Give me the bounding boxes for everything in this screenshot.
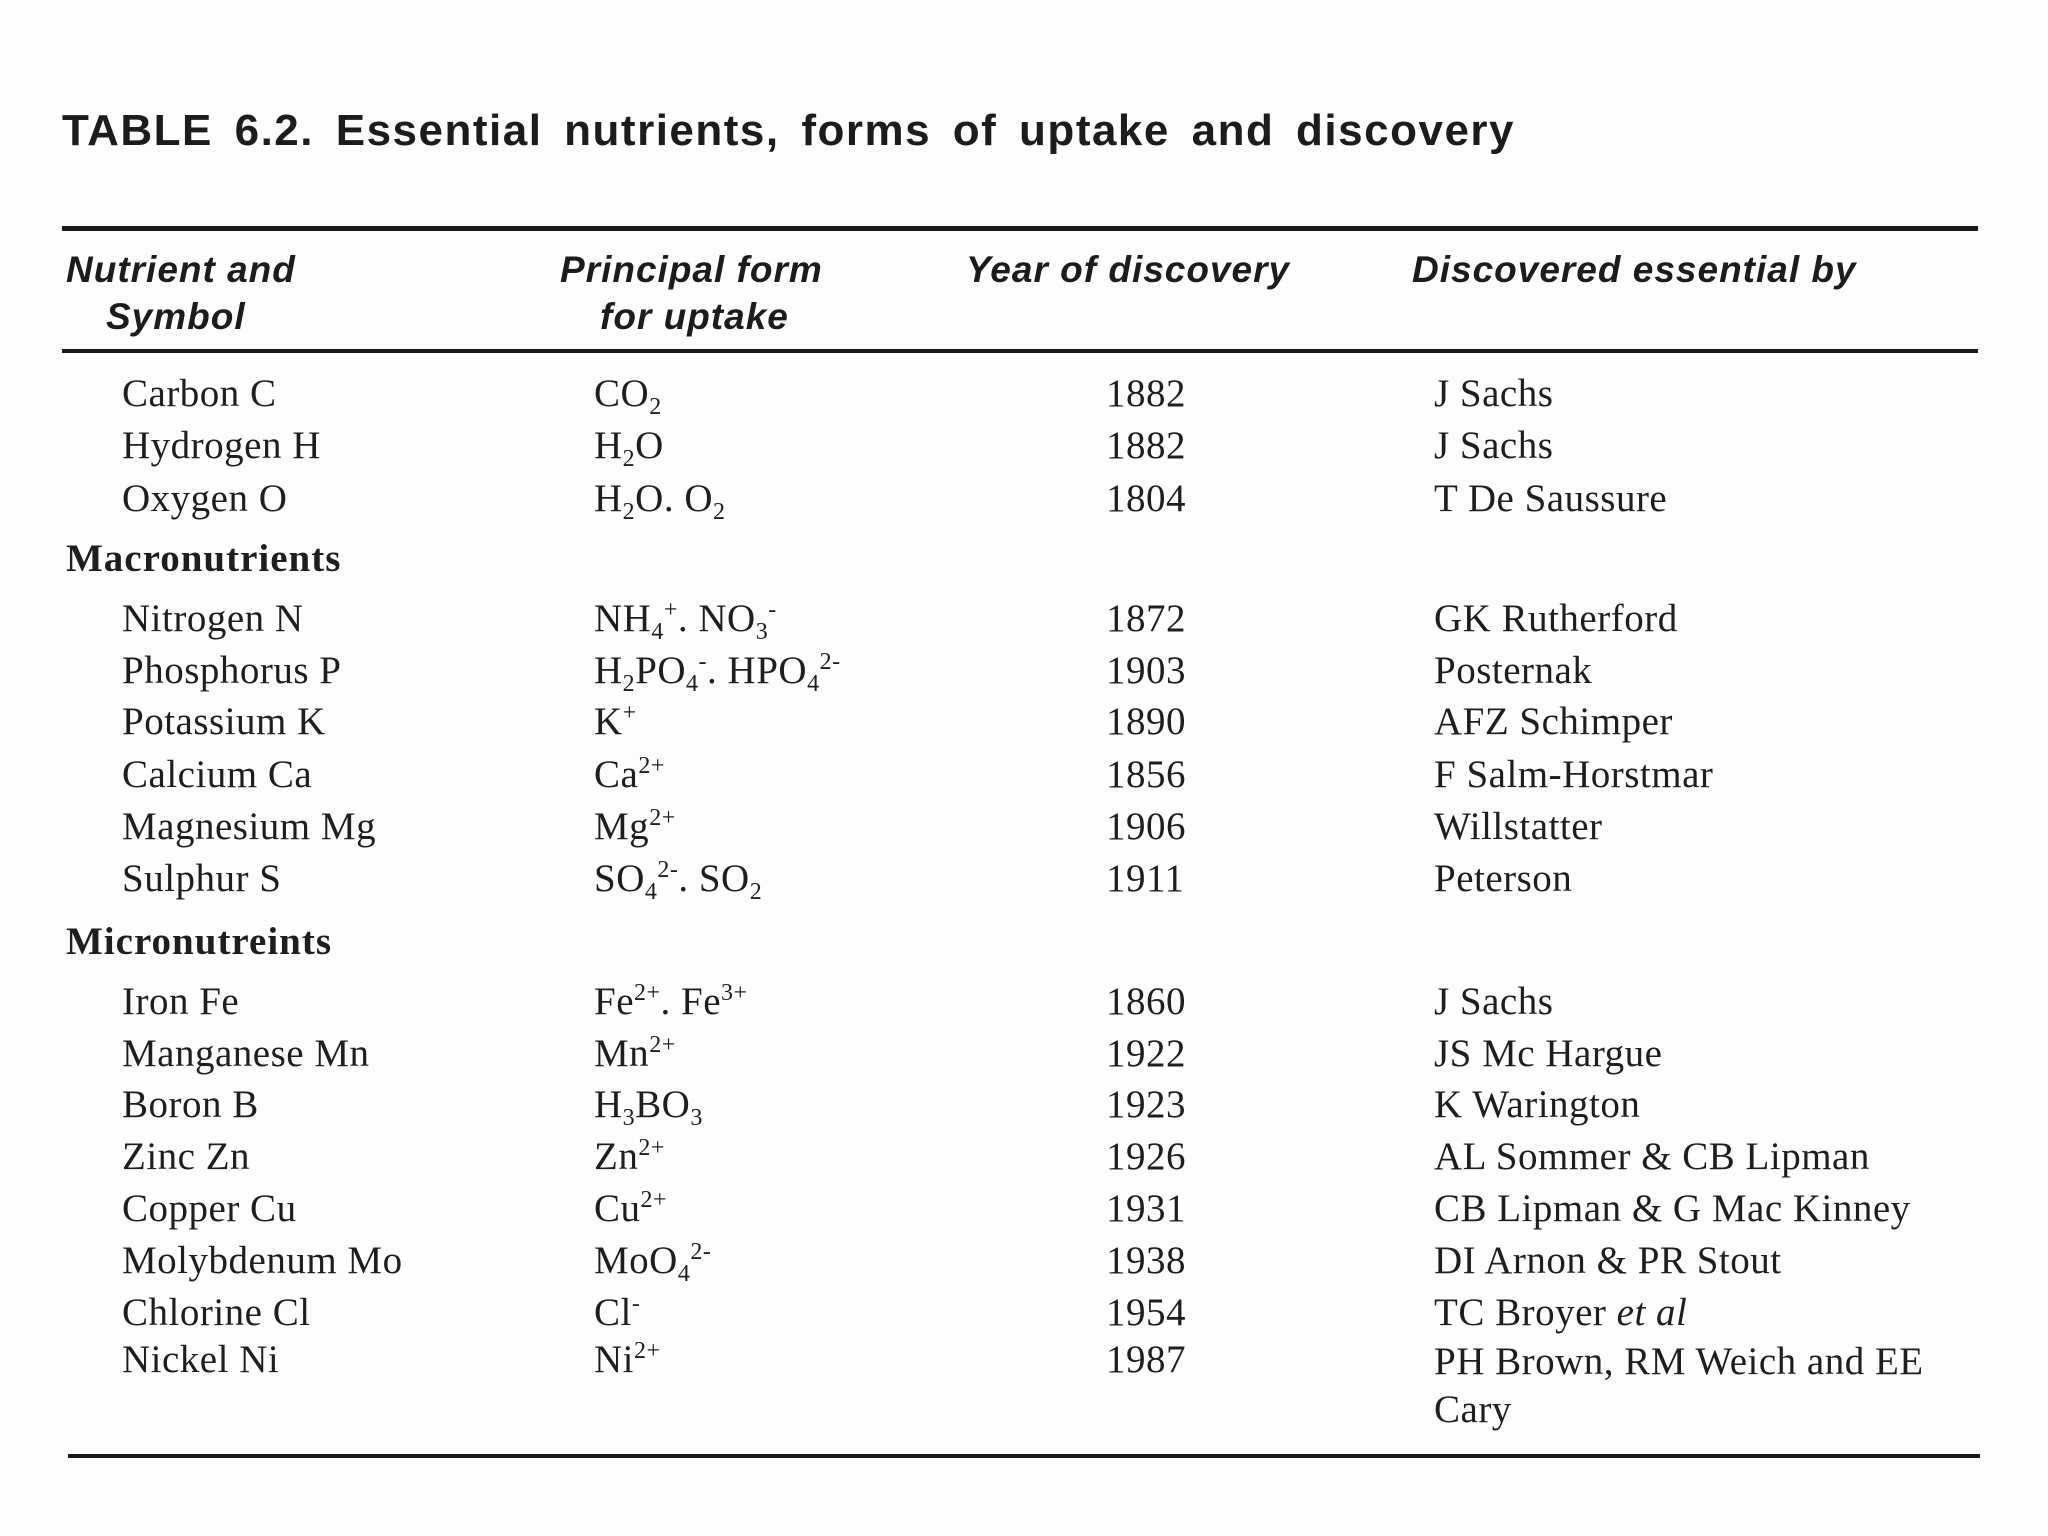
formula-part: O. O bbox=[635, 477, 714, 520]
discoverer-name: Peterson bbox=[1434, 857, 1573, 900]
formula-part: + bbox=[663, 597, 678, 623]
formula-part: 3+ bbox=[721, 980, 748, 1006]
discovered-by bbox=[1434, 649, 1592, 693]
nutrient-name: Magnesium Mg bbox=[122, 805, 377, 848]
formula-part: NH bbox=[594, 597, 652, 640]
discoverer-name: K Warington bbox=[1434, 1083, 1641, 1126]
formula-part: Cl bbox=[594, 1291, 632, 1334]
formula-part: MoO bbox=[594, 1239, 678, 1282]
formula-part: SO bbox=[594, 857, 645, 900]
formula-part: 3 bbox=[622, 1105, 636, 1131]
formula-part: 2+ bbox=[640, 1187, 668, 1213]
header-nutrient-line1: Nutrient and bbox=[66, 249, 296, 290]
header-form-line2: for uptake bbox=[600, 296, 789, 337]
formula-part: 2- bbox=[819, 649, 841, 675]
nutrient-name: Nickel Ni bbox=[122, 1338, 280, 1381]
formula-part: - bbox=[698, 649, 708, 675]
discovered-by bbox=[1434, 477, 1667, 521]
formula-part: H bbox=[594, 649, 623, 692]
discovery-year: 1911 bbox=[1106, 857, 1185, 900]
nutrient-name: Nitrogen N bbox=[122, 597, 304, 640]
formula-part: Mg bbox=[594, 805, 650, 848]
formula-part: 2+ bbox=[638, 1135, 665, 1161]
formula-part: O bbox=[635, 424, 664, 467]
formula-part: - bbox=[631, 1291, 641, 1317]
formula-part: Mn bbox=[594, 1032, 650, 1075]
discovery-year: 1860 bbox=[1106, 980, 1186, 1023]
section-heading-macronutrients: Macronutrients bbox=[66, 537, 342, 580]
uptake-form bbox=[594, 980, 748, 1024]
formula-part: 2- bbox=[690, 1239, 712, 1265]
formula-part: - bbox=[768, 597, 777, 623]
formula-part: . NO bbox=[677, 597, 756, 640]
formula-part: 3 bbox=[755, 619, 769, 645]
formula-part: + bbox=[622, 700, 637, 726]
uptake-form bbox=[594, 649, 841, 697]
table-title: TABLE 6.2. Essential nutrients, forms of uptake and discovery bbox=[62, 106, 1516, 155]
formula-part: H bbox=[594, 477, 623, 520]
uptake-form bbox=[594, 857, 763, 905]
nutrient-name: Carbon C bbox=[122, 372, 277, 415]
formula-part: K bbox=[594, 700, 623, 743]
nutrient-name: Oxygen O bbox=[122, 477, 288, 520]
discoverer-name: CB Lipman & G Mac Kinney bbox=[1434, 1187, 1911, 1230]
discoverer-name: J Sachs bbox=[1434, 372, 1554, 415]
formula-part: . Fe bbox=[660, 980, 722, 1023]
nutrient-name: Potassium K bbox=[122, 700, 326, 743]
discoverer-name: GK Rutherford bbox=[1434, 597, 1678, 640]
discovered-by bbox=[1434, 1135, 1870, 1179]
discovery-year: 1856 bbox=[1106, 753, 1186, 796]
discovered-by bbox=[1434, 372, 1553, 416]
discovery-year: 1804 bbox=[1106, 477, 1186, 520]
nutrient-name: Copper Cu bbox=[122, 1187, 297, 1230]
formula-part: 2 bbox=[622, 499, 636, 525]
uptake-form bbox=[594, 1083, 703, 1131]
formula-part: 2+ bbox=[634, 980, 661, 1006]
discoverer-name: TC Broyer bbox=[1434, 1291, 1607, 1334]
discovery-year: 1926 bbox=[1106, 1135, 1186, 1178]
header-nutrient-line2: Symbol bbox=[106, 296, 246, 337]
formula-part: 2+ bbox=[634, 1338, 661, 1364]
uptake-form bbox=[594, 1135, 665, 1179]
discovery-year: 1882 bbox=[1106, 372, 1186, 415]
formula-part: . HPO bbox=[707, 649, 808, 692]
formula-part: 2- bbox=[657, 857, 679, 883]
discoverer-name: Willstatter bbox=[1434, 805, 1603, 848]
bottom-rule bbox=[68, 1454, 1980, 1458]
section-heading-micronutrients: Micronutreints bbox=[66, 920, 333, 963]
nutrient-name: Zinc Zn bbox=[122, 1135, 251, 1178]
discovered-by bbox=[1434, 424, 1553, 468]
discovered-by bbox=[1434, 700, 1673, 744]
formula-part: 4 bbox=[807, 671, 820, 697]
nutrient-name: Iron Fe bbox=[122, 980, 240, 1023]
formula-part: BO bbox=[635, 1083, 691, 1126]
uptake-form bbox=[594, 753, 665, 797]
uptake-form bbox=[594, 700, 637, 744]
discovery-year: 1938 bbox=[1106, 1239, 1186, 1282]
uptake-form bbox=[594, 1187, 667, 1231]
discoverer-name: DI Arnon & PR Stout bbox=[1434, 1239, 1782, 1282]
uptake-form bbox=[594, 1338, 661, 1382]
discovered-by bbox=[1434, 1032, 1662, 1076]
discovered-by bbox=[1434, 1239, 1782, 1283]
discovery-year: 1872 bbox=[1106, 597, 1186, 640]
discovery-year: 1903 bbox=[1106, 649, 1186, 692]
discovery-year: 1931 bbox=[1106, 1187, 1186, 1230]
discovered-by bbox=[1434, 1291, 1687, 1335]
discovery-year: 1922 bbox=[1106, 1032, 1186, 1075]
formula-part: 4 bbox=[677, 1261, 691, 1287]
formula-part: 2+ bbox=[649, 1032, 676, 1058]
nutrient-name: Sulphur S bbox=[122, 857, 282, 900]
uptake-form bbox=[594, 477, 726, 525]
formula-part: PO bbox=[635, 649, 687, 692]
formula-part: Ni bbox=[594, 1338, 634, 1381]
discoverer-name: JS Mc Hargue bbox=[1434, 1032, 1663, 1075]
formula-part: 2 bbox=[622, 671, 636, 697]
uptake-form bbox=[594, 424, 664, 472]
discoverer-name: J Sachs bbox=[1434, 980, 1554, 1023]
discovered-by bbox=[1434, 597, 1678, 641]
discovered-by bbox=[1434, 857, 1572, 901]
discoverer-et-al: et al bbox=[1616, 1291, 1688, 1334]
discoverer-name: Posternak bbox=[1434, 649, 1593, 692]
discovery-year: 1954 bbox=[1106, 1291, 1186, 1334]
discovery-year: 1890 bbox=[1106, 700, 1186, 743]
uptake-form bbox=[594, 1032, 676, 1076]
header-form-line1: Principal form bbox=[560, 249, 823, 290]
uptake-form bbox=[594, 1291, 640, 1335]
formula-part: 2 bbox=[649, 394, 662, 420]
discoverer-name: F Salm-Horstmar bbox=[1434, 753, 1714, 796]
discovered-by bbox=[1434, 1187, 1911, 1231]
formula-part: 3 bbox=[690, 1105, 703, 1131]
discoverer-name: PH Brown, RM Weich and EE Cary bbox=[1434, 1340, 1924, 1431]
discovered-by bbox=[1434, 980, 1553, 1024]
formula-part: 2 bbox=[713, 499, 726, 525]
uptake-form bbox=[594, 597, 777, 645]
header-discovered-by: Discovered essential by bbox=[1412, 249, 1857, 290]
discovery-year: 1882 bbox=[1106, 424, 1186, 467]
discoverer-name: T De Saussure bbox=[1434, 477, 1668, 520]
formula-part: H bbox=[594, 424, 623, 467]
uptake-form bbox=[594, 805, 676, 849]
discovered-by bbox=[1434, 805, 1603, 849]
nutrient-name: Hydrogen H bbox=[122, 424, 321, 467]
nutrient-name: Manganese Mn bbox=[122, 1032, 370, 1075]
header-year: Year of discovery bbox=[966, 249, 1291, 290]
discoverer-name: J Sachs bbox=[1434, 424, 1554, 467]
nutrient-name: Chlorine Cl bbox=[122, 1291, 311, 1334]
discovered-by bbox=[1434, 753, 1713, 797]
formula-part: 2 bbox=[622, 446, 636, 472]
formula-part: . SO bbox=[678, 857, 750, 900]
formula-part: 4 bbox=[686, 671, 699, 697]
discovery-year: 1923 bbox=[1106, 1083, 1186, 1126]
nutrient-name: Molybdenum Mo bbox=[122, 1239, 403, 1282]
formula-part: Cu bbox=[594, 1187, 641, 1230]
formula-part: 2 bbox=[749, 879, 763, 905]
nutrient-name: Phosphorus P bbox=[122, 649, 342, 692]
header-rule bbox=[62, 349, 1978, 353]
uptake-form bbox=[594, 1239, 712, 1287]
formula-part: 4 bbox=[651, 619, 664, 645]
formula-part: 2+ bbox=[638, 753, 665, 779]
uptake-form bbox=[594, 372, 662, 420]
discovered-by bbox=[1434, 1083, 1640, 1127]
formula-part: 4 bbox=[644, 879, 658, 905]
formula-part: Ca bbox=[594, 753, 639, 796]
header-form bbox=[560, 246, 823, 340]
formula-part: Zn bbox=[594, 1135, 639, 1178]
top-rule bbox=[62, 226, 1978, 231]
discoverer-name: AFZ Schimper bbox=[1434, 700, 1673, 743]
formula-part: Fe bbox=[594, 980, 634, 1023]
nutrient-name: Calcium Ca bbox=[122, 753, 313, 796]
discoverer-name: AL Sommer & CB Lipman bbox=[1434, 1135, 1870, 1178]
formula-part: CO bbox=[594, 372, 650, 415]
formula-part: 2+ bbox=[649, 805, 676, 831]
discovery-year: 1906 bbox=[1106, 805, 1186, 848]
formula-part: H bbox=[594, 1083, 623, 1126]
discovered-by bbox=[1434, 1338, 1954, 1434]
nutrient-name: Boron B bbox=[122, 1083, 259, 1126]
discovery-year: 1987 bbox=[1106, 1338, 1186, 1381]
header-nutrient bbox=[66, 246, 296, 340]
